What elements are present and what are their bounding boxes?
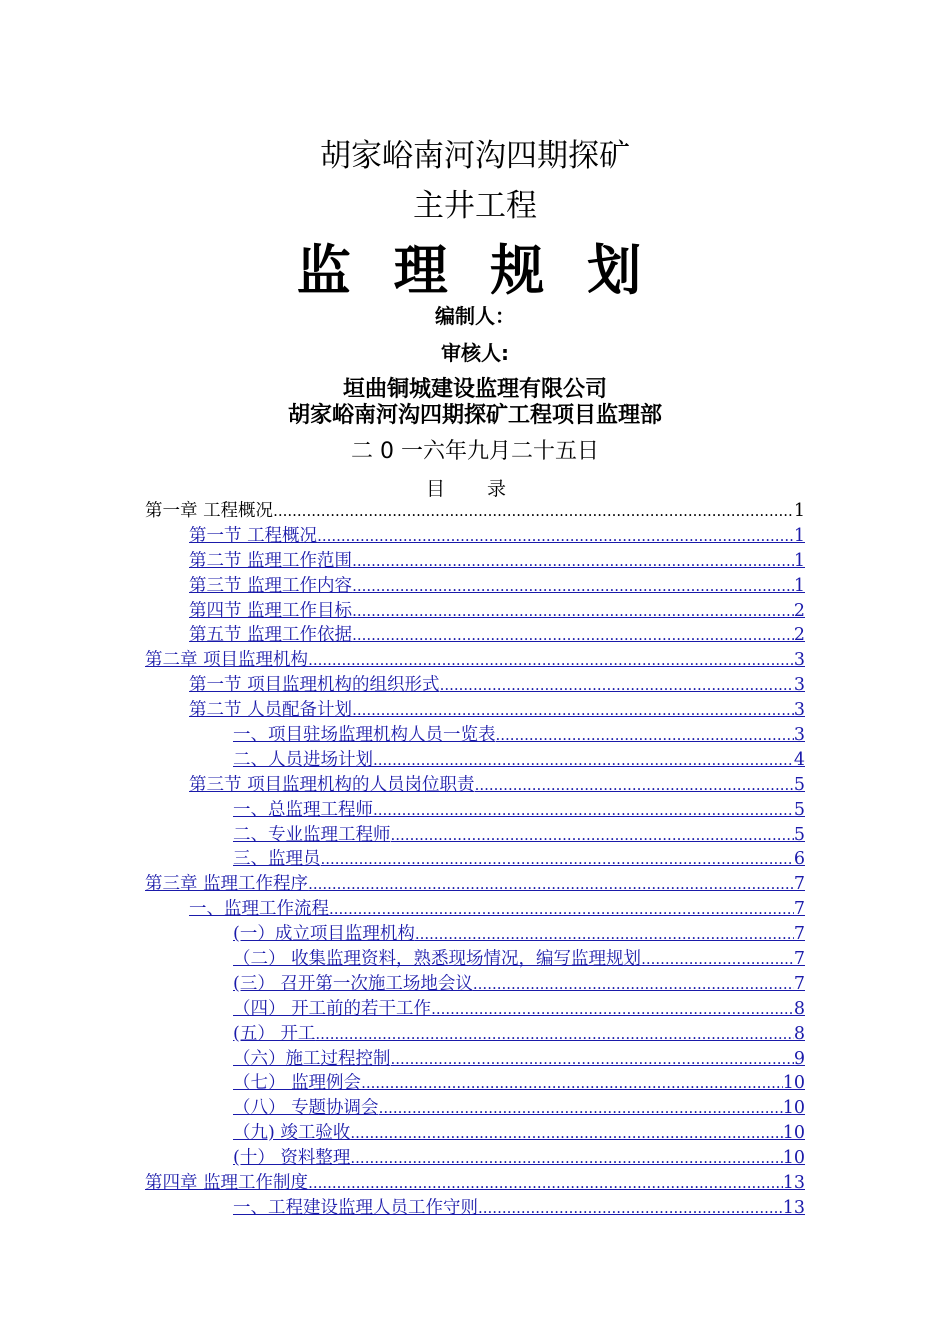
toc-leader-dots (273, 499, 794, 524)
document-title-line1: 胡家峪南河沟四期探矿 (320, 138, 630, 174)
toc-entry-label: 第一节 工程概况 (189, 525, 318, 546)
toc-entry-page: 7 (793, 899, 805, 920)
toc-entry-label: （八） 专题协调会 (233, 1098, 379, 1119)
toc-entry-label: 一、工程建设监理人员工作守则 (233, 1197, 478, 1218)
toc-leader-dots (431, 997, 794, 1022)
toc-link[interactable] (233, 1022, 805, 1047)
toc-entry-label: 一、监理工作流程 (189, 899, 329, 920)
toc-entry-label: （二） 收集监理资料，熟悉现场情况，编写监理规划 (233, 949, 642, 970)
toc-link[interactable] (233, 847, 805, 872)
reviewer-label: 审核人: (441, 341, 509, 365)
toc-link[interactable] (233, 1196, 805, 1221)
toc-entry-page: 10 (782, 1098, 805, 1119)
toc-link[interactable] (189, 524, 805, 549)
document-title-line2: 主井工程 (413, 188, 537, 224)
toc-leader-dots (391, 1047, 794, 1072)
toc-leader-dots (415, 922, 794, 947)
toc-leader-dots (361, 1071, 783, 1096)
toc-link[interactable] (233, 723, 805, 748)
toc-entry-page: 10 (782, 1148, 805, 1169)
toc-leader-dots (641, 947, 794, 972)
toc-leader-dots (373, 798, 794, 823)
toc-link[interactable] (233, 823, 805, 848)
toc-link[interactable] (189, 549, 805, 574)
toc-entry-page: 1 (793, 525, 805, 546)
toc-link[interactable] (189, 673, 805, 698)
toc-leader-dots (352, 574, 794, 599)
toc-leader-dots (308, 1171, 783, 1196)
toc-entry-label: 二、专业监理工程师 (233, 824, 391, 845)
toc-entry-label: 第四节 监理工作目标 (189, 600, 353, 621)
toc-entry (145, 499, 805, 524)
toc-leader-dots (317, 524, 794, 549)
toc-heading: 目 录 (425, 478, 525, 500)
toc-entry-page: 9 (793, 1048, 805, 1069)
toc-link[interactable] (233, 997, 805, 1022)
toc-leader-dots (308, 872, 794, 897)
company-name: 垣曲铜城建设监理有限公司 (342, 377, 607, 402)
toc-link[interactable] (189, 623, 805, 648)
toc-leader-dots (475, 773, 794, 798)
toc-entry-page: 7 (793, 973, 805, 994)
toc-leader-dots (329, 897, 794, 922)
toc-entry-label: （九) 竣工验收 (233, 1123, 351, 1144)
toc-link[interactable] (189, 574, 805, 599)
toc-entry-page: 10 (782, 1073, 805, 1094)
toc-entry-label: (五） 开工 (233, 1023, 316, 1044)
toc-entry-page: 8 (793, 1023, 805, 1044)
toc-leader-dots (350, 1146, 782, 1171)
toc-leader-dots (350, 1121, 782, 1146)
toc-link[interactable] (233, 798, 805, 823)
toc-entry-label: （六）施工过程控制 (233, 1048, 391, 1069)
toc-link[interactable] (189, 897, 805, 922)
toc-entry-page: 3 (793, 725, 805, 746)
toc-entry-page: 1 (793, 501, 805, 521)
toc-entry-label: 一、总监理工程师 (233, 799, 373, 820)
toc-entry-label: 第二章 项目监理机构 (145, 650, 309, 671)
toc-link[interactable] (233, 922, 805, 947)
toc-entry-label: 三、监理员 (233, 849, 321, 870)
toc-leader-dots (308, 648, 794, 673)
toc-entry-page: 13 (782, 1173, 805, 1194)
toc-leader-dots (496, 723, 794, 748)
toc-link[interactable] (233, 1071, 805, 1096)
toc-link[interactable] (233, 1121, 805, 1146)
toc-link[interactable] (233, 1146, 805, 1171)
toc-entry-page: 1 (793, 575, 805, 596)
toc-entry-label: (十） 资料整理 (233, 1148, 351, 1169)
toc-entry-page: 8 (793, 998, 805, 1019)
toc-entry-page: 3 (793, 650, 805, 671)
toc-entry-page: 13 (782, 1197, 805, 1218)
toc-leader-dots (352, 623, 794, 648)
toc-entry-label: 第三节 监理工作内容 (189, 575, 353, 596)
toc-link[interactable] (189, 599, 805, 624)
compiler-label: 编制人： (435, 304, 515, 328)
toc-entry-label: 第三章 监理工作程序 (145, 874, 309, 895)
toc-entry-page: 5 (793, 824, 805, 845)
toc-entry-page: 10 (782, 1123, 805, 1144)
toc-link[interactable] (233, 972, 805, 997)
toc-leader-dots (379, 1096, 783, 1121)
toc-leader-dots (352, 549, 794, 574)
toc-entry-page: 4 (793, 749, 805, 770)
toc-entry-label: (一）成立项目监理机构 (233, 924, 415, 945)
toc-entry-label: 第五节 监理工作依据 (189, 625, 353, 646)
document-date: 二 0 一六年九月二十五日 (351, 439, 599, 464)
toc-link[interactable] (233, 748, 805, 773)
toc-entry-label: 第四章 监理工作制度 (145, 1173, 309, 1194)
toc-entry-label: (三） 召开第一次施工场地会议 (233, 973, 473, 994)
toc-leader-dots (391, 823, 794, 848)
toc-link[interactable] (189, 773, 805, 798)
toc-entry-page: 3 (793, 675, 805, 696)
toc-entry-page: 1 (793, 550, 805, 571)
toc-leader-dots (352, 599, 794, 624)
toc-entry-page: 7 (793, 874, 805, 895)
toc-entry-label: 第一章 工程概况 (145, 501, 274, 521)
toc-leader-dots (478, 1196, 783, 1221)
toc-entry-page: 7 (793, 924, 805, 945)
toc-leader-dots (473, 972, 794, 997)
toc-entry-page: 2 (793, 625, 805, 646)
toc-leader-dots (321, 847, 794, 872)
toc-entry-page: 6 (793, 849, 805, 870)
toc-link[interactable] (145, 872, 805, 897)
toc-entry-label: （四） 开工前的若干工作 (233, 998, 432, 1019)
toc-link[interactable] (145, 1171, 805, 1196)
toc-entry-label: 二、人员进场计划 (233, 749, 373, 770)
toc-entry-label: 第三节 项目监理机构的人员岗位职责 (189, 774, 475, 795)
toc-leader-dots (373, 748, 794, 773)
toc-entry-label: 一、项目驻场监理机构人员一览表 (233, 725, 496, 746)
table-of-contents (145, 499, 805, 1221)
toc-entry-label: 第二节 人员配备计划 (189, 700, 353, 721)
toc-link[interactable] (189, 698, 805, 723)
toc-entry-page: 5 (793, 774, 805, 795)
toc-link[interactable] (233, 947, 805, 972)
toc-entry-page: 2 (793, 600, 805, 621)
toc-leader-dots (440, 673, 794, 698)
toc-link[interactable] (233, 1047, 805, 1072)
toc-link[interactable] (145, 648, 805, 673)
toc-entry-page: 7 (793, 949, 805, 970)
toc-entry-label: 第一节 项目监理机构的组织形式 (189, 675, 440, 696)
toc-link[interactable] (233, 1096, 805, 1121)
toc-entry-page: 5 (793, 799, 805, 820)
toc-entry-label: （七） 监理例会 (233, 1073, 362, 1094)
main-title: 监 理 规 划 (296, 239, 654, 302)
department-name: 胡家峪南河沟四期探矿工程项目监理部 (287, 403, 662, 428)
toc-entry-label: 第二节 监理工作范围 (189, 550, 353, 571)
toc-leader-dots (352, 698, 794, 723)
toc-leader-dots (315, 1022, 793, 1047)
toc-entry-page: 3 (793, 700, 805, 721)
